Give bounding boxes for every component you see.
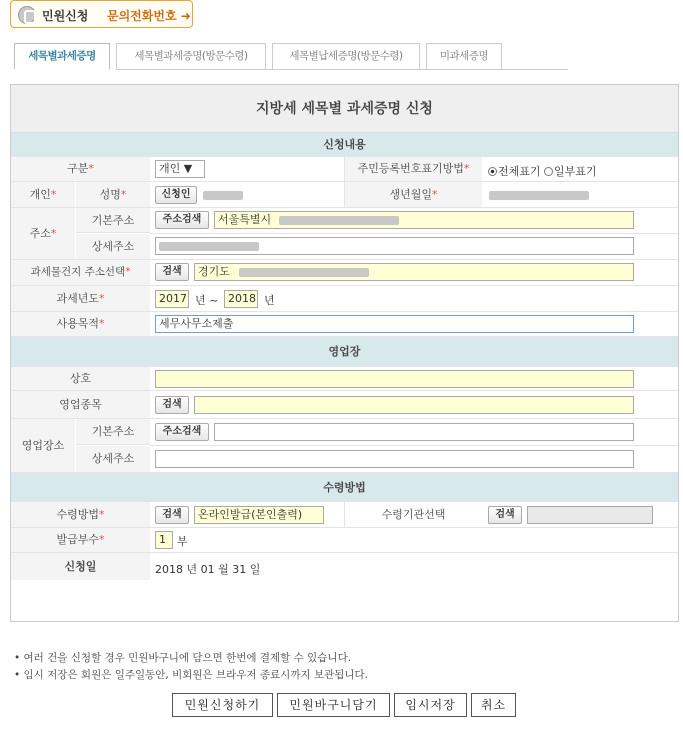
- person-label: 개인*: [11, 182, 75, 207]
- radio-partial-icon[interactable]: [544, 167, 553, 176]
- copies-label: 발급부수*: [11, 528, 150, 552]
- row-gubun: [11, 157, 678, 182]
- business-place-label: 영업장소: [11, 419, 75, 472]
- business-name-input[interactable]: [155, 370, 634, 388]
- business-detail-address-input[interactable]: [155, 450, 634, 468]
- receive-method-label: 수령방법*: [11, 502, 150, 527]
- masked-detail-address: [159, 242, 259, 251]
- cancel-button[interactable]: 취소: [471, 693, 516, 717]
- row-apply-date: [11, 553, 678, 580]
- business-basic-label: 기본주소: [76, 419, 150, 445]
- masked-basic-address: [279, 216, 399, 225]
- row-receive-method: [11, 502, 678, 528]
- civil-phone-banner[interactable]: [10, 0, 193, 28]
- tab-tax-certificate-visit[interactable]: 세목별과세증명(방문수령): [116, 43, 266, 69]
- basic-address-input[interactable]: 서울특별시: [214, 211, 634, 229]
- property-label: 과세물건지 주소선택*: [11, 260, 150, 285]
- tax-year-label: 과세년도*: [11, 286, 150, 311]
- tab-nontax-certificate[interactable]: 미과세증명: [426, 43, 502, 69]
- copies-unit: 부: [177, 535, 188, 548]
- purpose-label: 사용목적*: [11, 312, 150, 336]
- apply-date-value: 2018 년 01 월 31 일: [155, 563, 261, 576]
- address-label: 주소*: [11, 208, 75, 259]
- row-property: [11, 260, 678, 286]
- birth-label: 생년월일*: [344, 182, 482, 207]
- banner-prefix: 민원신청: [42, 9, 89, 23]
- tax-year-separator: 년 ~: [195, 294, 219, 307]
- masked-property-address: [239, 268, 369, 277]
- receive-method-input[interactable]: 온라인발급(본인출력): [194, 506, 324, 524]
- form-title: 지방세 세목별 과세증명 신청: [11, 85, 678, 133]
- row-copies: [11, 528, 678, 553]
- tab-tax-certificate[interactable]: 세목별과세증명: [14, 43, 110, 69]
- receive-method-search-button[interactable]: 검색: [155, 506, 189, 524]
- row-business-place: [11, 419, 678, 473]
- receive-agency-input: [527, 506, 653, 524]
- section-receive: 수령방법: [11, 473, 678, 502]
- banner-highlight: 문의전화번호 ➜: [107, 9, 191, 23]
- copies-input[interactable]: 1: [155, 531, 173, 549]
- gubun-label: 구분*: [11, 157, 150, 181]
- tab-underline: [116, 69, 568, 70]
- name-label: 성명*: [76, 182, 150, 207]
- row-business-name: [11, 367, 678, 391]
- row-address: [11, 208, 678, 260]
- business-detail-label: 상세주소: [76, 446, 150, 472]
- business-type-input[interactable]: [194, 396, 634, 414]
- temp-save-button[interactable]: 임시저장: [394, 693, 467, 717]
- business-basic-address-input[interactable]: [214, 423, 634, 441]
- tax-year-from-input[interactable]: 2017: [155, 290, 189, 308]
- property-search-button[interactable]: 검색: [155, 263, 189, 281]
- property-address-input[interactable]: 경기도: [194, 263, 634, 281]
- application-form: [10, 84, 679, 622]
- business-type-label: 영업종목: [11, 391, 150, 418]
- notice-temp-save: • 임시 저장은 회원은 일주일동안, 비회원은 브라우저 종료시까지 보관됩니다.: [14, 669, 369, 681]
- notice-basket: • 여러 건을 신청할 경우 민원바구니에 담으면 한번에 결제할 수 있습니다.: [14, 652, 352, 664]
- receive-agency-label: 수령기관선택: [344, 502, 482, 527]
- gubun-select[interactable]: 개인 ▼: [155, 160, 205, 178]
- rrn-method-label: 주민등록번호표기방법*: [344, 157, 482, 181]
- business-type-search-button[interactable]: 검색: [155, 396, 189, 414]
- row-purpose: [11, 312, 678, 337]
- basket-button[interactable]: 민원바구니담기: [277, 693, 390, 717]
- tax-year-to-input[interactable]: 2018: [224, 290, 258, 308]
- radio-full-icon[interactable]: [488, 167, 497, 176]
- masked-name: [203, 191, 243, 200]
- section-business: 영업장: [11, 337, 678, 367]
- row-business-type: [11, 391, 678, 419]
- row-tax-year: [11, 286, 678, 312]
- receive-agency-search-button[interactable]: 검색: [488, 506, 522, 524]
- phone-icon: [18, 6, 36, 24]
- tax-year-unit: 년: [264, 294, 275, 307]
- address-search-button[interactable]: 주소검색: [155, 211, 209, 229]
- basic-address-label: 기본주소: [76, 208, 150, 233]
- notice-list: [14, 650, 368, 684]
- row-person: [11, 182, 678, 208]
- tab-payment-certificate-visit[interactable]: 세목별납세증명(방문수령): [272, 43, 420, 69]
- business-address-search-button[interactable]: 주소검색: [155, 423, 209, 441]
- apply-button[interactable]: 민원신청하기: [172, 693, 273, 717]
- apply-date-label: 신청일: [11, 553, 150, 580]
- purpose-input[interactable]: 세무사무소제출: [155, 315, 634, 333]
- rrn-method-radios[interactable]: 전체표기 일부표기: [488, 163, 597, 179]
- detail-address-label: 상세주소: [76, 234, 150, 259]
- applicant-button[interactable]: 신청인: [155, 186, 197, 204]
- section-apply: 신청내용: [11, 133, 678, 157]
- masked-birth: [489, 191, 589, 200]
- business-name-label: 상호: [11, 367, 150, 390]
